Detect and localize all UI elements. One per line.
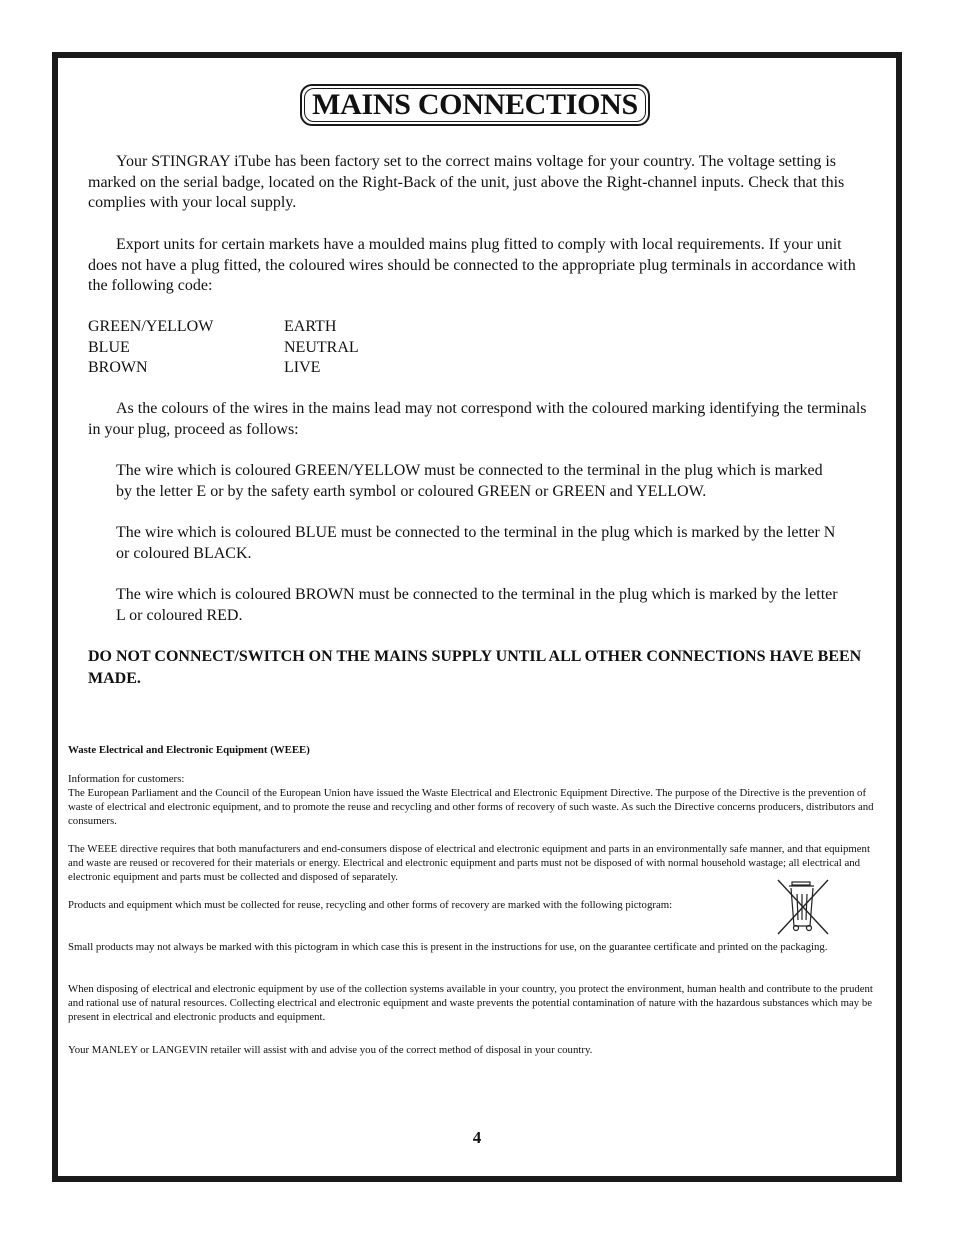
rule-blue — [88, 523, 848, 564]
weee-paragraph: The European Parliament and the Council of the European Union have issued the Waste Electrical and Electronic Equipment Directive. The purpose of the Directive is the prevention of waste of electrical and electronic equipment, and to promote the reuse and recycling and other forms of recovery of such waste. As such the Directive concerns producers, distributors and consumers. — [68, 787, 874, 827]
proceed-text: As the colours of the wires in the mains lead may not correspond with the coloured marking identifying the terminals in your plug, proceed as follows: — [88, 400, 867, 438]
rule-green-yellow-text: The wire which is coloured GREEN/YELLOW must be connected to the terminal in the plug which is marked by the letter E or by the safety earth symbol or coloured GREEN or GREEN and YELLOW. — [116, 462, 823, 500]
wire-function: NEUTRAL — [284, 338, 359, 356]
weee-pictogram-block — [68, 898, 768, 912]
weee-disposal-block — [68, 982, 886, 1024]
rule-brown — [88, 585, 838, 626]
weee-heading: Waste Electrical and Electronic Equipment (WEEE) — [68, 744, 310, 756]
wire-code-row — [88, 358, 868, 379]
weee-heading-block — [68, 743, 886, 757]
page-title: MAINS CONNECTIONS — [312, 88, 638, 121]
wire-code-row — [88, 338, 868, 359]
weee-paragraph: When disposing of electrical and electronic equipment by use of the collection systems available in your country, you protect the environment, human health and contribute to the prudent and rational use of natural resources. Collecting electrical and electronic equipment and waste prevents the potential contamination of nature with the hazardous substances which may be present in electrical and electronic products and equipment. — [68, 983, 873, 1023]
weee-small-products-block — [68, 940, 886, 954]
weee-paragraph: The WEEE directive requires that both manufacturers and end-consumers dispose of electrical and electronic equipment and parts in an environmentally safe manner, and that equipment and waste are reused or recovered for their materials or energy. Electrical and electronic equipment and parts must not be disposed of with normal household wastage; all electrical and electronic equipment and parts must be collected and disposed of separately. — [68, 843, 870, 883]
plug-wiring-text: Export units for certain markets have a moulded mains plug fitted to comply with local requirements. If your unit does not have a plug fitted, the coloured wires should be connected to the appropriate plug terminals in accordance with the following code: — [88, 236, 856, 295]
wire-colour: GREEN/YELLOW — [88, 318, 214, 335]
wire-function: EARTH — [284, 318, 337, 335]
warning-block — [88, 646, 868, 689]
weee-paragraph: Your MANLEY or LANGEVIN retailer will assist with and advise you of the correct method of disposal in your country. — [68, 1044, 593, 1056]
rule-blue-text: The wire which is coloured BLUE must be connected to the terminal in the plug which is marked by the letter N or coloured BLACK. — [116, 524, 836, 562]
wire-function: LIVE — [284, 359, 321, 377]
weee-paragraph: Products and equipment which must be collected for reuse, recycling and other forms of recovery are marked with the following pictogram: — [68, 899, 673, 911]
weee-paragraph: Small products may not always be marked with this pictogram in which case this is present in the instructions for use, on the guarantee certificate and printed on the packaging. — [68, 941, 828, 953]
weee-info-label: Information for customers: — [68, 773, 185, 785]
proceed-paragraph — [88, 399, 868, 440]
wire-colour: BROWN — [88, 359, 148, 377]
intro-paragraph — [88, 152, 868, 214]
wire-code-table — [88, 317, 868, 379]
page-number: 4 — [472, 1128, 482, 1147]
weee-info-block — [68, 772, 886, 828]
wire-colour: BLUE — [88, 338, 130, 356]
plug-paragraph — [88, 235, 868, 297]
weee-directive-block — [68, 842, 886, 884]
voltage-setting-text: Your STINGRAY iTube has been factory set to the correct mains voltage for your country. The voltage setting is marked on the serial badge, located on the Right-Back of the unit, just above the Right-channel inputs. Check that this complies with your local supply. — [88, 153, 845, 212]
title-box — [300, 84, 650, 126]
warning-text: DO NOT CONNECT/SWITCH ON THE MAINS SUPPLY UNTIL ALL OTHER CONNECTIONS HAVE BEEN MADE. — [88, 648, 862, 687]
wire-code-row — [88, 317, 868, 338]
rule-brown-text: The wire which is coloured BROWN must be connected to the terminal in the plug which is marked by the letter L or coloured RED. — [116, 586, 838, 624]
weee-retailer-block — [68, 1043, 886, 1057]
crossed-out-wheelie-bin-icon — [772, 876, 834, 938]
rule-green-yellow — [88, 461, 828, 502]
